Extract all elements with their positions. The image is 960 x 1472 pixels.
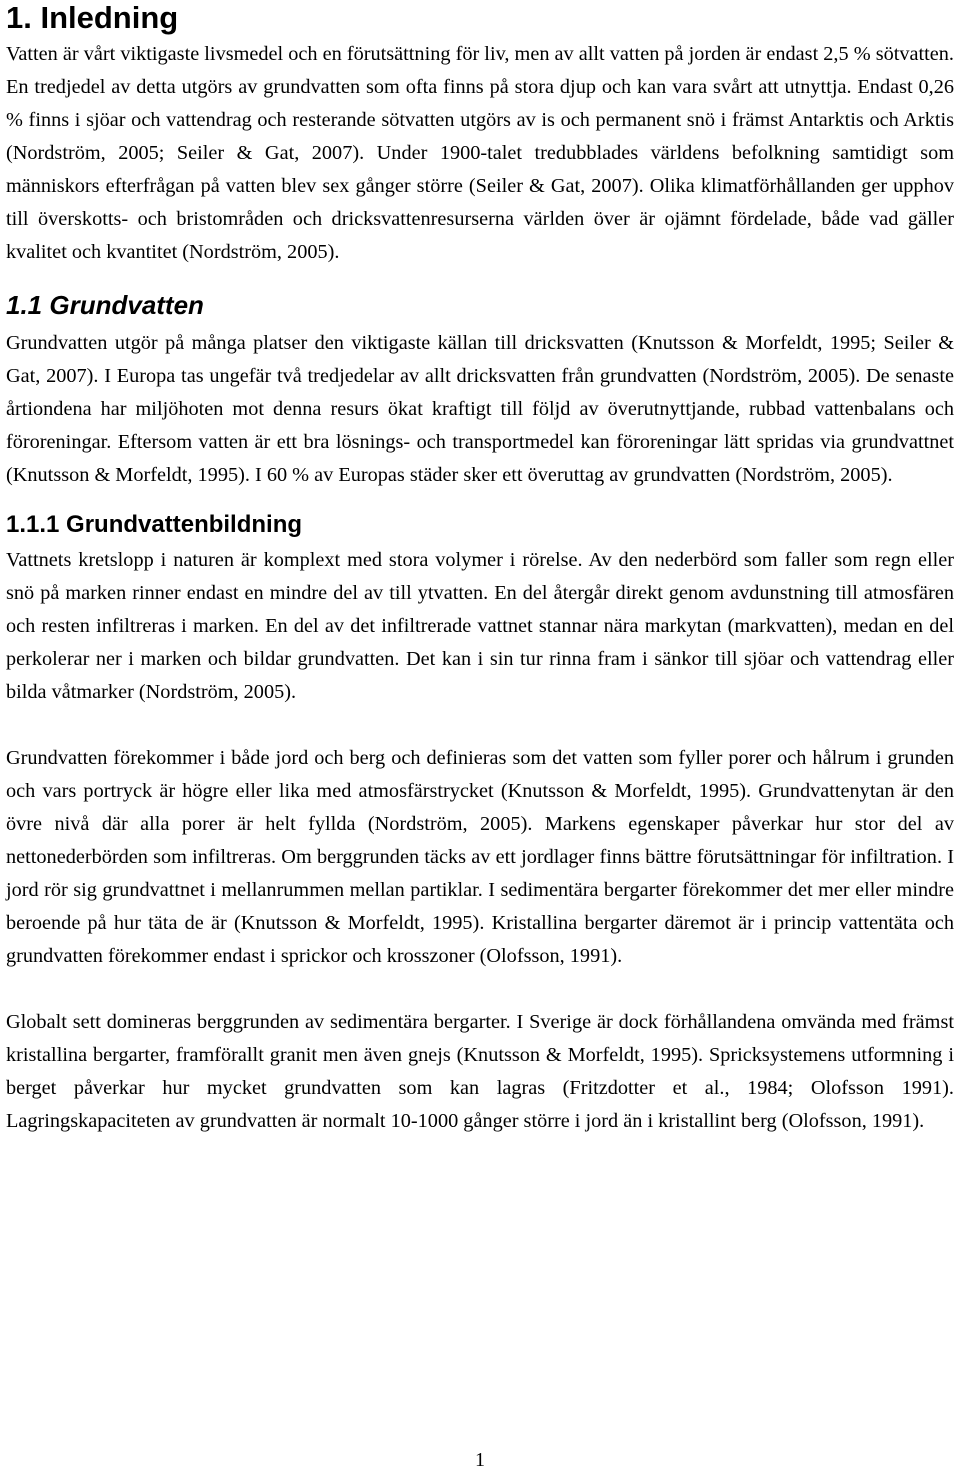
paragraph-grundvatten: Grundvatten utgör på många platser den viktigaste källan till dricksvatten (Knutsson & Morfeldt, 1995; Seiler & Gat, 2007). I Europa tas ungefär två tredjedelar av allt dricksvatten från grundvatten (Nordström, 2005). De senaste årtiondena har miljöhoten mot denna resurs ökat kraftigt till följd av överutnyttjande, rubbad vattenbalans och föroreningar. Eftersom vatten är ett bra lösnings- och transportmedel kan föroreningar lätt spridas via grundvattnet (Knutsson & Morfeldt, 1995). I 60 % av Europas städer sker ett överuttag av grundvatten (Nordström, 2005). — [6, 332, 954, 486]
page-number: 1 — [475, 1449, 485, 1471]
document-page — [6, 0, 954, 1138]
paragraph-grundvattenbildning-3: Globalt sett domineras berggrunden av sedimentära bergarter. I Sverige är dock förhållandena omvända med främst kristallina bergarter, framförallt granit men även gnejs (Knutsson & Morfeldt, 1995). Spricksystemens utformning i berget påverkar hur mycket grundvatten som kan lagras (Fritzdotter et al., 1984; Olofsson 1991). Lagringskapaciteten av grundvatten är normalt 10-1000 gånger större i jord än i kristallint berg (Olofsson, 1991). — [6, 1011, 954, 1132]
paragraph-grundvattenbildning-2: Grundvatten förekommer i både jord och berg och definieras som det vatten som fyller porer och hålrum i grunden och vars portryck är högre eller lika med atmosfärstrycket (Knutsson & Morfeldt, 1995). Grundvattenytan är den övre nivå där alla porer är helt fyllda (Nordström, 2005). Markens egenskaper påverkar hur stor del av nettonederbörden som infiltreras. Om berggrunden täcks av ett jordlager finns bättre förutsättningar för infiltration. I jord rör sig grundvattnet i mellanrummen mellan partiklar. I sedimentära bergarter förekommer det mer eller mindre beroende på hur täta de är (Knutsson & Morfeldt, 1995). Kristallina bergarter däremot är i princip vattentäta och grundvatten förekommer endast i sprickor och krosszoner (Olofsson, 1991). — [6, 747, 954, 967]
section-heading-grundvattenbildning: 1.1.1 Grundvattenbildning — [6, 511, 303, 538]
paragraph-inledning: Vatten är vårt viktigaste livsmedel och en förutsättning för liv, men av allt vatten på jorden är endast 2,5 % sötvatten. En tredjedel av detta utgörs av grundvatten som ofta finns på stora djup och kan vara svårt att utnyttja. Endast 0,26 % finns i sjöar och vattendrag och resterande sötvatten utgörs av is och permanent snö i främst Antarktis och Arktis (Nordström, 2005; Seiler & Gat, 2007). Under 1900-talet tredubblades världens befolkning samtidigt som människors efterfrågan på vatten blev sex gånger större (Seiler & Gat, 2007). Olika klimatförhållanden ger upphov till överskotts- och bristområden och dricksvattenresurserna världen över är ojämnt fördelade, både vad gäller kvalitet och kvantitet (Nordström, 2005). — [6, 43, 954, 263]
section-heading-inledning: 1. Inledning — [6, 0, 179, 35]
paragraph-grundvattenbildning-1: Vattnets kretslopp i naturen är komplext med stora volymer i rörelse. Av den nederbörd som faller som regn eller snö på marken rinner endast en mindre del av till ytvatten. En del återgår direkt genom avdunstning till atmosfären och resten infiltreras i marken. En del av det infiltrerade vattnet stannar nära markytan (markvatten), medan en del perkolerar ner i marken och bildar grundvatten. Det kan i sin tur rinna fram i sänkor till sjöar och vattendrag eller bilda våtmarker (Nordström, 2005). — [6, 549, 954, 703]
section-heading-grundvatten: 1.1 Grundvatten — [6, 290, 204, 320]
